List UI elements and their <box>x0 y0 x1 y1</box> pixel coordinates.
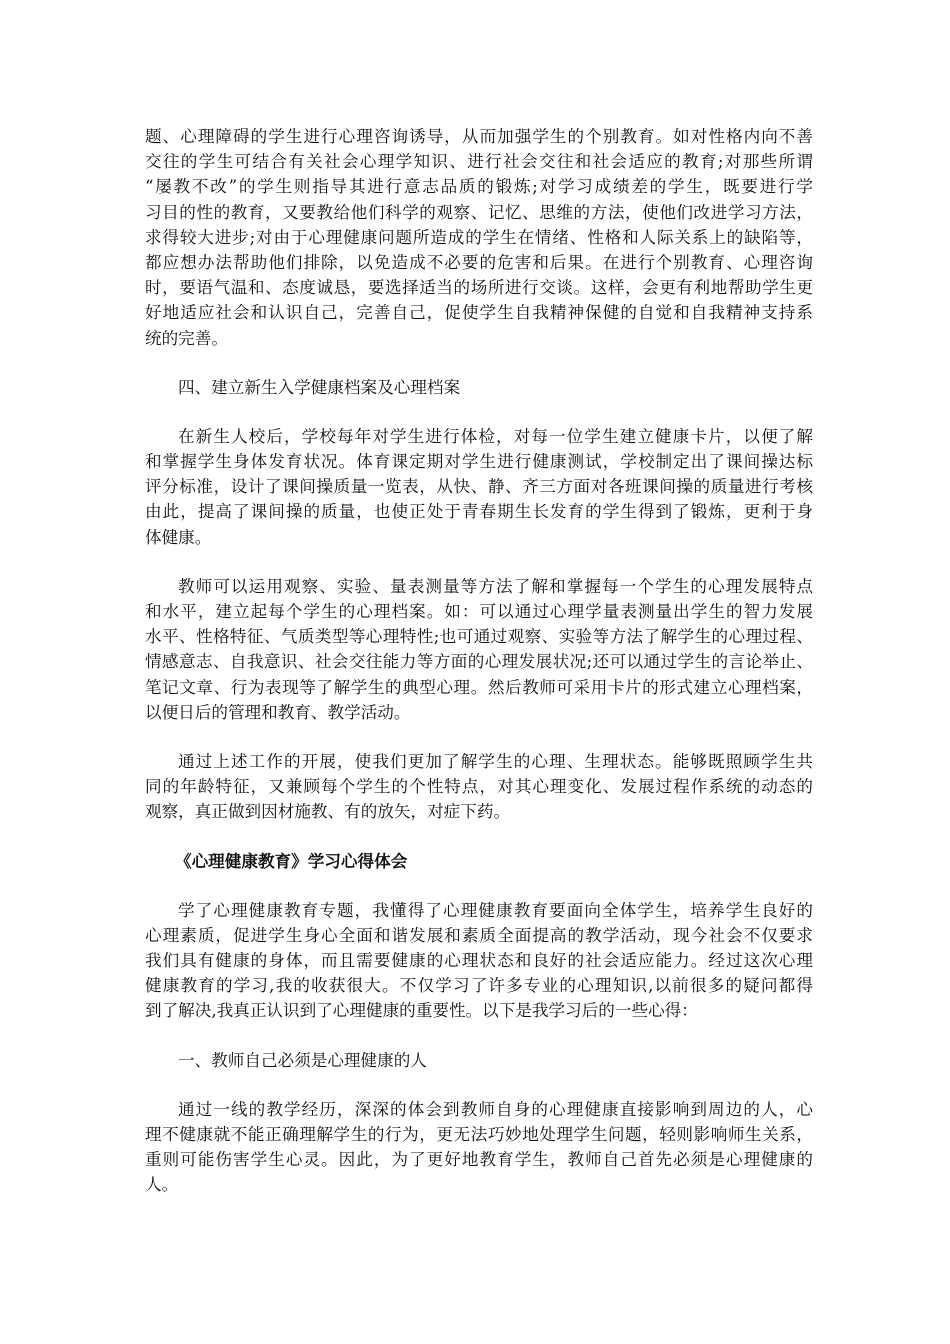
text-line: 评分标准，设计了课间操质量一览表，从快、静、齐三方面对各班课间操的质量进行考核 <box>145 477 813 497</box>
text-line: 通过一线的教学经历，深深的体会到教师自身的心理健康直接影响到周边的人，心 <box>178 1099 813 1119</box>
text-line: 交往的学生可结合有关社会心理学知识、进行社会交往和社会适应的教育;对那些所谓 <box>145 152 813 172</box>
spacer <box>145 874 813 898</box>
paragraph-physical-exam <box>145 424 813 550</box>
text-line: 到了解决,我真正认识到了心理健康的重要性。以下是我学习后的一些心得： <box>145 1001 698 1021</box>
text-line: 情感意志、自我意识、社会交往能力等方面的心理发展状况;还可以通过学生的言论举止、 <box>145 652 813 672</box>
text-line: 通过上述工作的开展，使我们更加了解学生的心理、生理状态。能够既照顾学生共 <box>178 751 813 771</box>
spacer <box>145 1073 813 1097</box>
text-line: 观察，真正做到因材施教、有的放矢，对症下药。 <box>145 802 511 822</box>
text-line: 习目的性的教育，又要教给他们科学的观察、记忆、思维的方法，使他们改进学习方法， <box>145 202 813 222</box>
text-line: 和掌握学生身体发育状况。体育课定期对学生进行健康测试，学校制定出了课间操达标 <box>145 452 813 472</box>
text-line: 笔记文章、行为表现等了解学生的典型心理。然后教师可采用卡片的形式建立心理档案， <box>145 677 813 697</box>
section-heading-teacher-health: 一、教师自己必须是心理健康的人 <box>178 1050 427 1070</box>
text-line: 由此，提高了课间操的质量，也使正处于青春期生长发育的学生得到了锻炼，更利于身 <box>145 502 813 522</box>
text-line: 教师可以运用观察、实验、量表测量等方法了解和掌握每一个学生的心理发展特点 <box>178 576 813 596</box>
paragraph-teacher-experience <box>145 1097 813 1198</box>
paragraph-intro <box>145 898 813 1024</box>
text-line: 水平、性格特征、气质类型等心理特性;也可通过观察、实验等方法了解学生的心理过程、 <box>145 627 813 647</box>
section-heading-health-archive: 四、建立新生入学健康档案及心理档案 <box>178 377 461 397</box>
text-line: 统的完善。 <box>145 328 228 348</box>
text-line: 以便日后的管理和教育、教学活动。 <box>145 702 411 722</box>
text-line: 学了心理健康教育专题，我懂得了心理健康教育要面向全体学生，培养学生良好的 <box>178 900 813 920</box>
text-line: 时，要语气温和、态度诚恳，要选择适当的场所进行交谈。这样，会更有利地帮助学生更 <box>145 278 813 298</box>
article-title: 《心理健康教育》学习心得体会 <box>175 851 408 871</box>
paragraph-counseling <box>145 124 813 351</box>
spacer <box>145 1024 813 1048</box>
spacer <box>145 825 813 849</box>
text-line: 我们具有健康的身体，而且需要健康的心理状态和良好的社会适应能力。经过这次心理 <box>145 951 813 971</box>
text-line: 体健康。 <box>145 527 212 547</box>
text-line: 心理素质，促进学生身心全面和谐发展和素质全面提高的教学活动，现今社会不仅要求 <box>145 925 813 945</box>
spacer <box>145 725 813 749</box>
document-page <box>145 124 813 1198</box>
paragraph-summary <box>145 749 813 825</box>
text-line: 人。 <box>145 1175 179 1195</box>
text-line: 和水平，建立起每个学生的心理档案。如：可以通过心理学量表测量出学生的智力发展 <box>145 602 813 621</box>
text-line: 题、心理障碍的学生进行心理咨询诱导，从而加强学生的个别教育。如对性格内向不善 <box>145 127 813 146</box>
text-line: 重则可能伤害学生心灵。因此，为了更好地教育学生，教师自己首先必须是心理健康的 <box>145 1150 813 1170</box>
paragraph-psych-archive <box>145 574 813 725</box>
text-line: 理不健康就不能正确理解学生的行为，更无法巧妙地处理学生问题，轻则影响师生关系， <box>145 1125 813 1144</box>
text-line: “屡教不改”的学生则指导其进行意志品质的锻炼;对学习成绩差的学生，既要进行学 <box>145 177 813 197</box>
text-line: 同的年龄特征，又兼顾每个学生的个性特点，对其心理变化、发展过程作系统的动态的 <box>145 777 813 797</box>
text-line: 都应想办法帮助他们排除，以免造成不必要的危害和后果。在进行个别教育、心理咨询 <box>145 252 813 272</box>
text-line: 求得较大进步;对由于心理健康问题所造成的学生在情绪、性格和人际关系上的缺陷等， <box>145 227 813 247</box>
text-line: 好地适应社会和认识自己，完善自己，促使学生自我精神保健的自觉和自我精神支持系 <box>145 303 813 323</box>
spacer <box>145 550 813 574</box>
spacer <box>145 351 813 375</box>
spacer <box>145 400 813 424</box>
text-line: 在新生人校后，学校每年对学生进行体检，对每一位学生建立健康卡片，以便了解 <box>178 426 813 446</box>
text-line: 健康教育的学习,我的收获很大。不仅学习了许多专业的心理知识,以前很多的疑问都得 <box>145 976 813 996</box>
